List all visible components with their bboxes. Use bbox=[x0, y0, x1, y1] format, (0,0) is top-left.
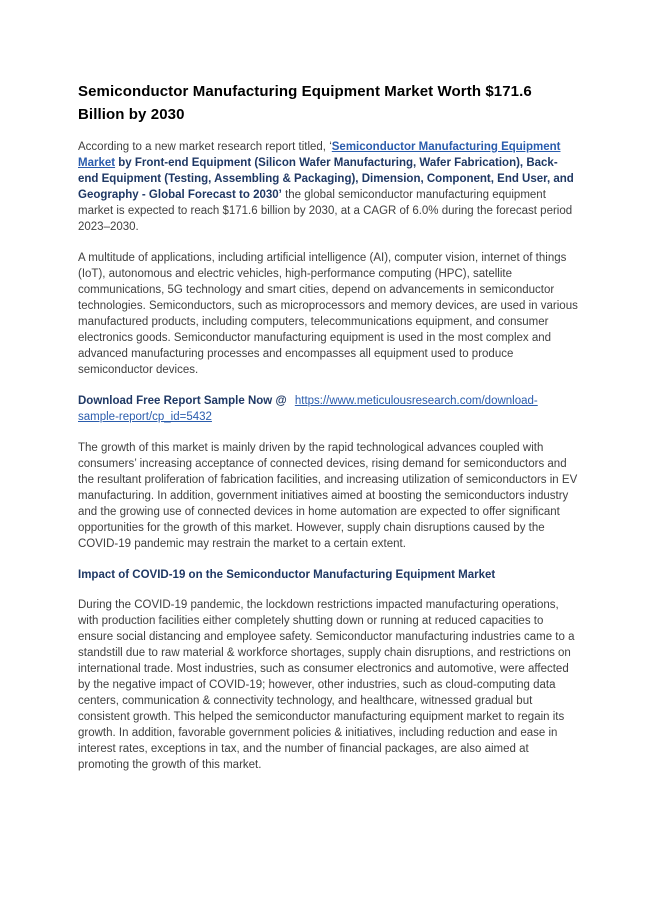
download-label: Download Free Report Sample Now @ bbox=[78, 395, 290, 407]
intro-paragraph bbox=[78, 139, 578, 235]
intro-tail-text: the global semiconductor manufacturing equipment market is expected to reach $171.6 billion by 2030, at a CAGR of 6.0% during the forecast period 2023–2030. bbox=[78, 189, 573, 233]
intro-lead-text: According to a new market research report titled, ‘ bbox=[78, 141, 332, 153]
download-sample-link[interactable]: https://www.meticulousresearch.com/download-sample-report/cp_id=5432 bbox=[78, 395, 538, 423]
report-title-link[interactable]: Semiconductor Manufacturing Equipment Market bbox=[78, 141, 561, 169]
growth-paragraph: The growth of this market is mainly driven by the rapid technological advances coupled with consumers’ increasing acceptance of connected devices, rising demand for semiconductors and the resultant proliferation of fabrication facilities, and increasing utilization of semiconductors in EV manufacturing. In addition, government initiatives aimed at boosting the semiconductors industry and the growing use of connected devices in home automation are expected to offer significant opportunities for the growth of this market. However, supply chain disruptions caused by the COVID-19 pandemic may restrain the market to a certain extent. bbox=[78, 442, 578, 550]
intro-bold-text: by Front-end Equipment (Silicon Wafer Manufacturing, Wafer Fabrication), Back-end Equipment (Testing, Assembling & Packaging), Dimension, Component, End User, and Geography - Global Forecast to 2030’ bbox=[78, 157, 574, 201]
covid-impact-heading: Impact of COVID-19 on the Semiconductor Manufacturing Equipment Market bbox=[78, 569, 496, 581]
download-line bbox=[78, 393, 578, 425]
applications-paragraph: A multitude of applications, including artificial intelligence (AI), computer vision, internet of things (IoT), autonomous and electric vehicles, high-performance computing (HPC), satellite communications, 5G technology and smart cities, depend on advancements in semiconductor technologies. Semiconductors, such as microprocessors and memory devices, are used in various manufactured products, including computers, telecommunications equipment, and consumer electronics goods. Semiconductor manufacturing equipment is used in the most complex and advanced manufacturing processes and encompasses all equipment used to produce semiconductor devices. bbox=[78, 252, 578, 376]
page-title: Semiconductor Manufacturing Equipment Market Worth $171.6 Billion by 2030 bbox=[78, 83, 532, 123]
covid-paragraph: During the COVID-19 pandemic, the lockdown restrictions impacted manufacturing operations, with production facilities either completely shutting down or running at reduced capacities to ensure social distancing and employee safety. Semiconductor manufacturing industries came to a standstill due to raw material & workforce shortages, supply chain disruptions, and restrictions on international trade. Most industries, such as consumer electronics and automotive, were affected by the negative impact of COVID-19; however, other industries, such as cloud-computing data centers, communication & connectivity technology, and healthcare, witnessed gradual but consistent growth. This helped the semiconductor manufacturing equipment market to regain its growth. In addition, favorable government policies & initiatives, including reduction and ease in interest rates, exceptions in tax, and the number of financial packages, are also aimed at promoting the growth of this market. bbox=[78, 599, 575, 771]
